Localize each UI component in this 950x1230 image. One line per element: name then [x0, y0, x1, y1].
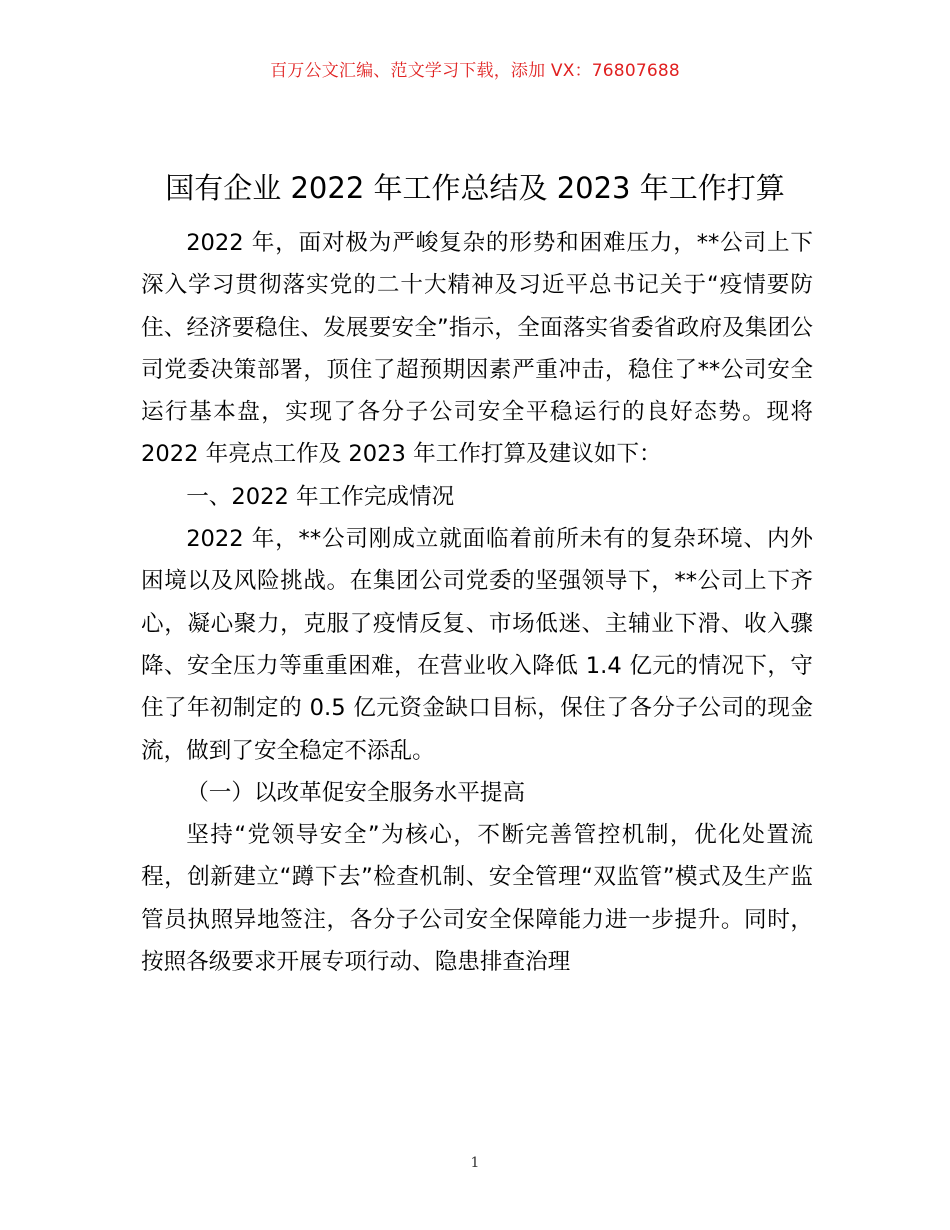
paragraph-intro: 2022 年，面对极为严峻复杂的形势和困难压力，**公司上下深入学习贯彻落实党的二十大精神及习近平总书记关于“疫情要防住、经济要稳住、发展要安全”指示，全面落实省委省政府及集团公司党委决策部署，顶住了超预期因素严重冲击，稳住了**公司安全运行基本盘，实现了各分子公司安全平稳运行的良好态势。现将 2022 年亮点工作及 2023 年工作打算及建议如下：: [141, 230, 813, 468]
page-number: 1: [470, 1155, 480, 1171]
paragraph-reform: 坚持“党领导安全”为核心，不断完善管控机制，优化处置流程，创新建立“蹲下去”检查机制、安全管理“双监管”模式及生产监管员执照异地签注，各分子公司安全保障能力进一步提升。同时，按照各级要求开展专项行动、隐患排查治理: [141, 822, 813, 976]
subsection-heading: （一）以改革促安全服务水平提高: [186, 779, 526, 806]
paragraph-completion: 2022 年，**公司刚成立就面临着前所未有的复杂环境、内外困境以及风险挑战。在集团公司党委的坚强领导下，**公司上下齐心，凝心聚力，克服了疫情反复、市场低迷、主辅业下滑、收入骤降、安全压力等重重困难，在营业收入降低 1.4 亿元的情况下，守住了年初制定的 0.5 亿元资金缺口目标，保住了各分子公司的现金流，做到了安全稳定不添乱。: [141, 526, 813, 764]
section-heading: 一、2022 年工作完成情况: [186, 483, 455, 510]
document-body: [141, 222, 813, 983]
header-note: 百万公文汇编、范文学习下载，添加 VX：76807688: [270, 61, 680, 81]
document-title: 国有企业 2022 年工作总结及 2023 年工作打算: [165, 171, 785, 205]
